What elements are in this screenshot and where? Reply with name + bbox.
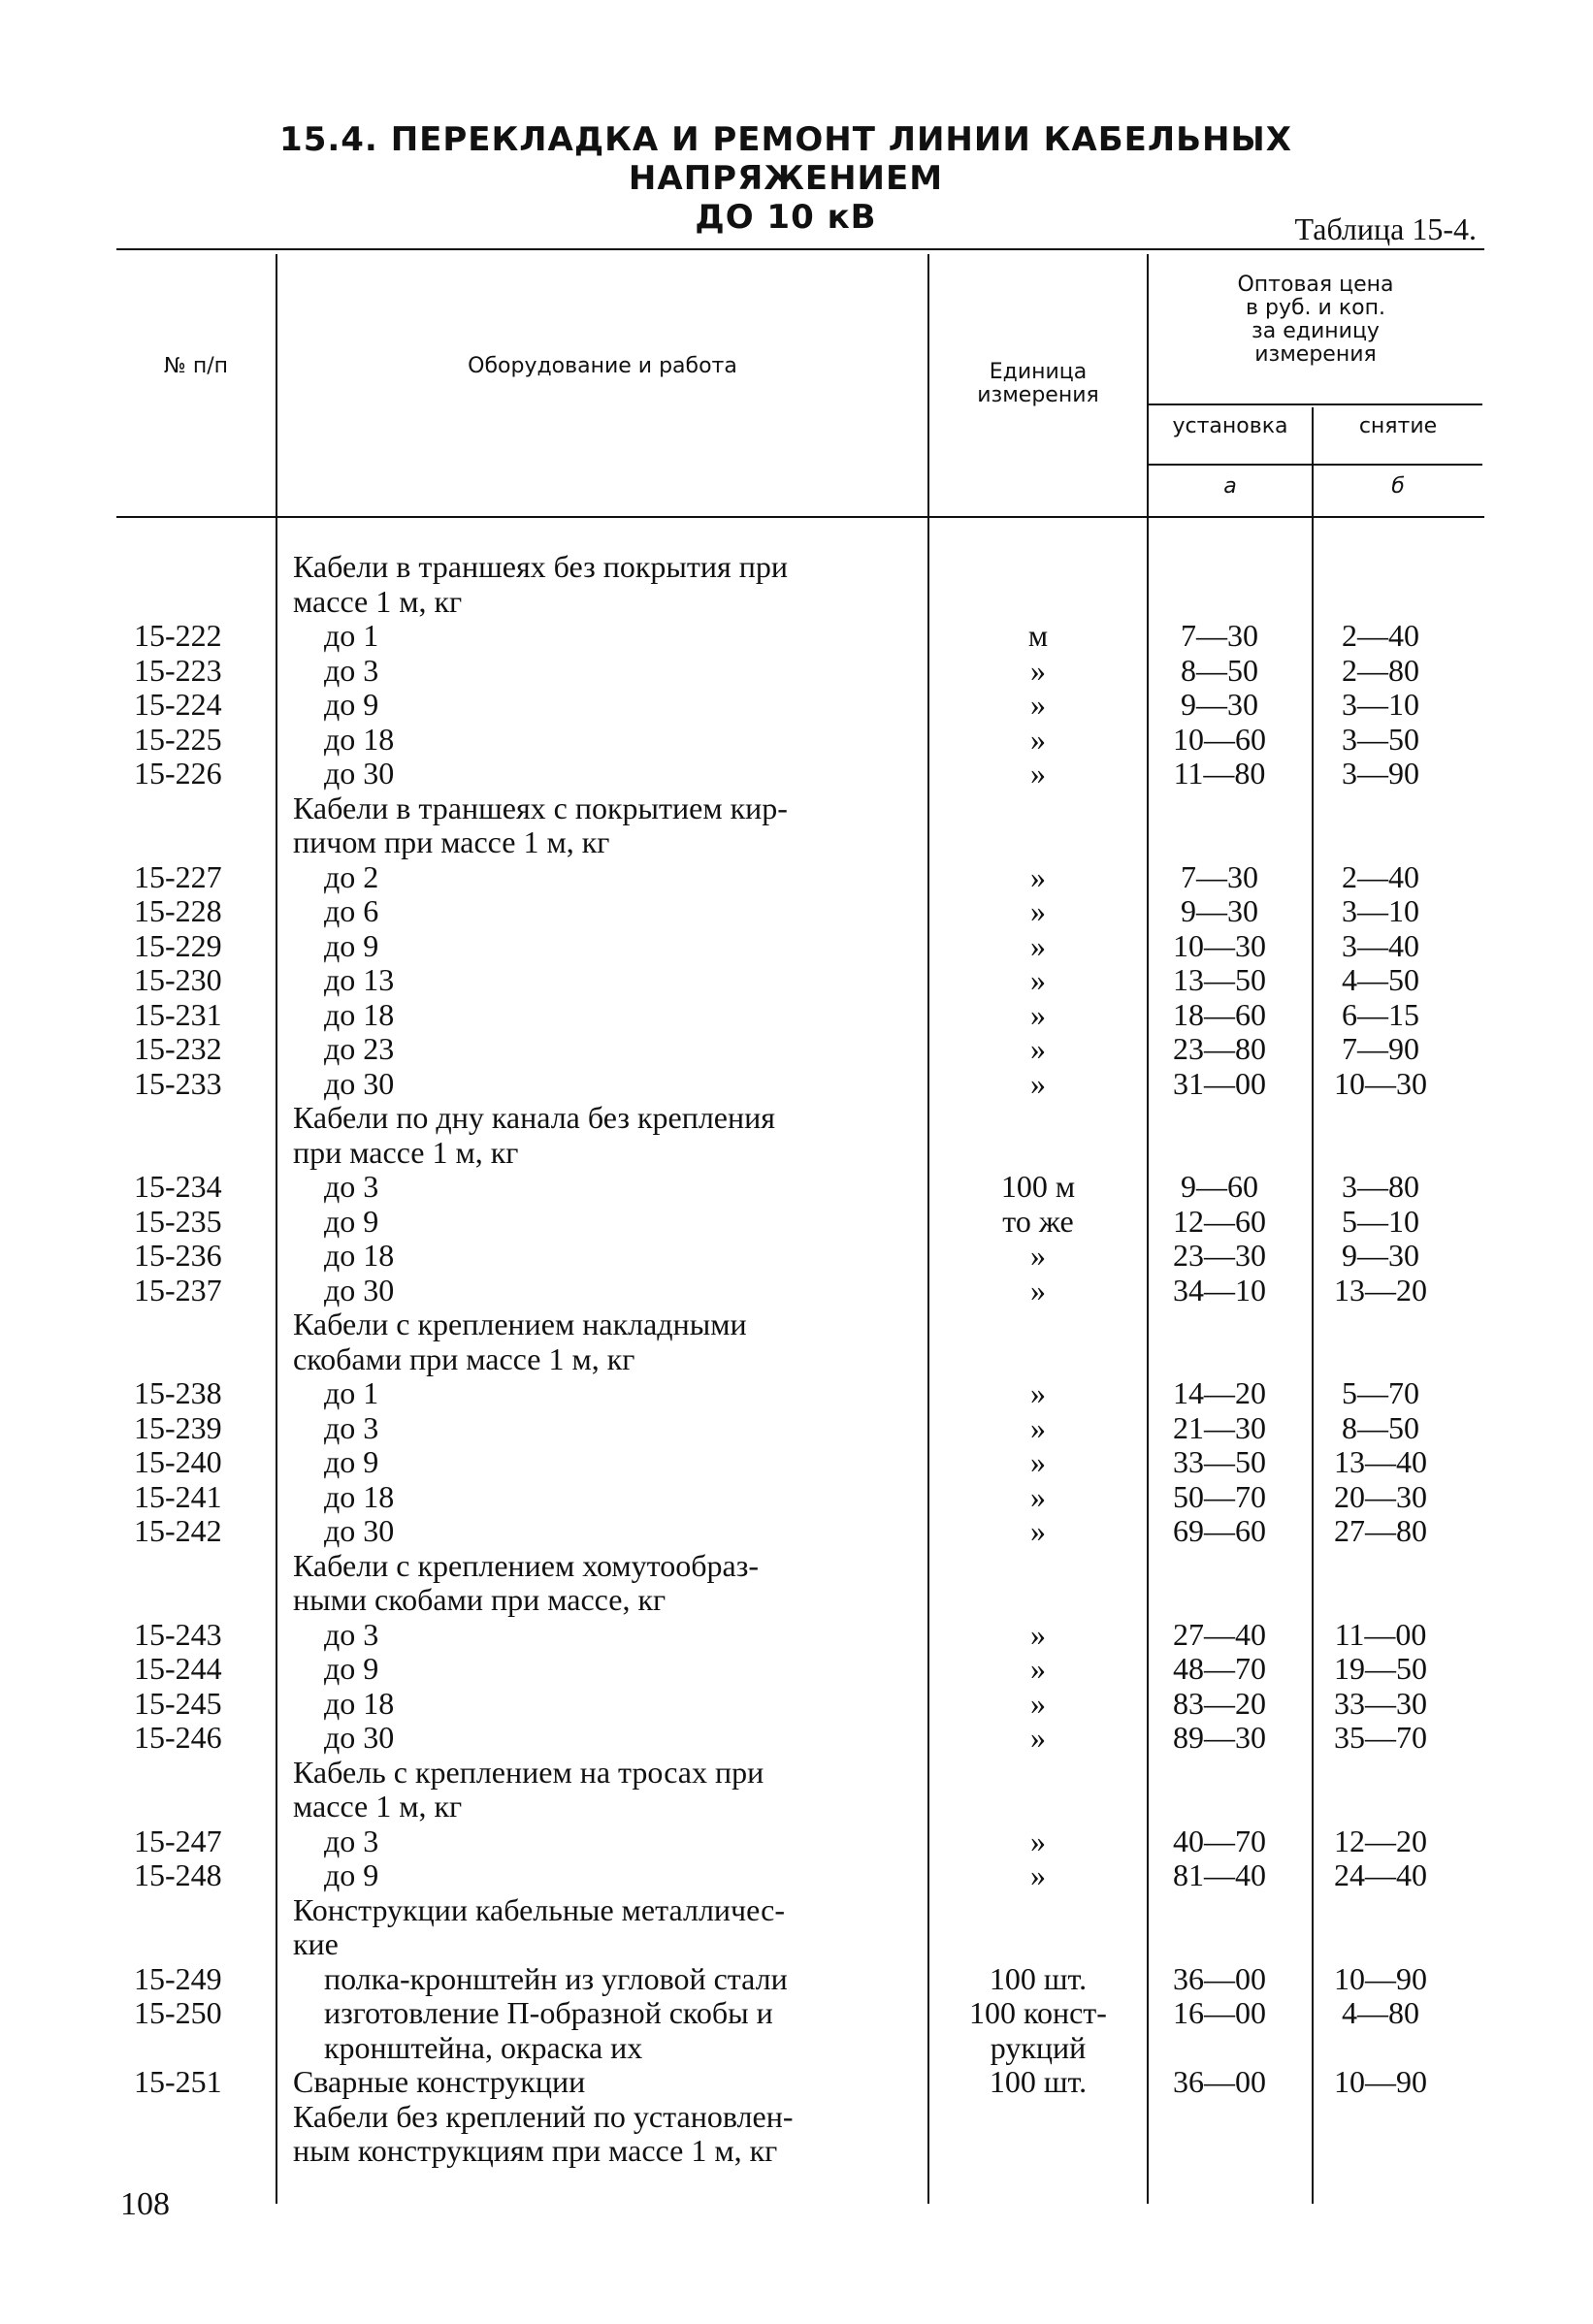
price-header-rule	[1149, 403, 1482, 405]
row-price-install: 18—60	[1173, 996, 1266, 1032]
row-number: 15-234	[134, 1169, 222, 1204]
row-description: до 30	[324, 1272, 395, 1307]
table-row	[0, 1995, 1593, 2030]
row-description: до 18	[324, 1685, 395, 1721]
row-price-removal: 5—70	[1342, 1375, 1419, 1410]
row-number: 15-251	[134, 2064, 222, 2099]
row-price-install: 36—00	[1173, 1960, 1266, 1996]
row-unit: 100 м	[1000, 1169, 1076, 1204]
row-description: до 1	[324, 618, 379, 653]
header-equipment: Оборудование и работа	[468, 354, 737, 378]
row-price-removal: 3—10	[1342, 687, 1419, 722]
table-group-row	[0, 584, 1593, 619]
table-group-row	[0, 2064, 1593, 2099]
page-title-line-1: 15.4. ПЕРЕКЛАДКА И РЕМОНТ ЛИНИИ КАБЕЛЬНЫХ НАПРЯЖЕНИЕМ	[279, 120, 1292, 198]
table-row	[0, 928, 1593, 963]
row-description: Кабели по дну канала без крепления	[293, 1100, 775, 1135]
row-number: 15-241	[134, 1478, 222, 1514]
header-price-line-4: измерения	[1254, 342, 1377, 367]
row-unit: »	[1030, 1065, 1046, 1101]
header-unit-line-1: Единица	[989, 360, 1088, 384]
table-group-row	[0, 791, 1593, 825]
table-row	[0, 1651, 1593, 1686]
row-unit: »	[1030, 1720, 1046, 1755]
table-row	[0, 687, 1593, 722]
row-description: Кабели в траншеях без покрытия при	[293, 549, 788, 584]
row-unit: »	[1030, 1616, 1046, 1652]
table-row	[0, 653, 1593, 688]
table-row	[0, 618, 1593, 653]
row-description: до 23	[324, 1031, 395, 1066]
row-description: до 1	[324, 1375, 379, 1410]
table-row	[0, 722, 1593, 757]
row-description: до 2	[324, 858, 379, 894]
row-unit: рукций	[990, 2029, 1087, 2065]
row-description: до 3	[324, 1409, 379, 1445]
table-group-row	[0, 1100, 1593, 1135]
row-description: Конструкции кабельные металличес-	[293, 1891, 785, 1927]
table-caption: Таблица 15-4.	[1294, 211, 1477, 246]
row-number: 15-228	[134, 893, 222, 928]
row-price-removal: 4—80	[1342, 1995, 1419, 2030]
table-row	[0, 1375, 1593, 1410]
row-price-removal: 3—80	[1342, 1169, 1419, 1204]
row-unit: »	[1030, 756, 1046, 791]
row-price-removal: 10—30	[1334, 1065, 1427, 1101]
table-row	[0, 1204, 1593, 1239]
table-top-rule	[116, 248, 1484, 250]
row-price-install: 34—10	[1173, 1272, 1266, 1307]
row-unit: »	[1030, 1031, 1046, 1066]
row-number: 15-238	[134, 1375, 222, 1410]
page-title	[116, 120, 1455, 237]
row-price-install: 7—30	[1181, 858, 1258, 894]
row-number: 15-247	[134, 1823, 222, 1858]
row-unit: 100 шт.	[989, 1960, 1088, 1996]
row-description: до 18	[324, 996, 395, 1032]
row-unit: »	[1030, 1651, 1046, 1686]
row-price-removal: 10—90	[1334, 2064, 1427, 2099]
row-number: 15-222	[134, 618, 222, 653]
row-unit: »	[1030, 1513, 1046, 1548]
table-row	[0, 1617, 1593, 1652]
row-price-removal: 13—40	[1334, 1444, 1427, 1479]
row-number: 15-237	[134, 1272, 222, 1307]
row-number: 15-235	[134, 1203, 222, 1239]
header-price-line-1: Оптовая цена	[1237, 273, 1394, 297]
header-unit	[929, 361, 1147, 407]
row-price-install: 69—60	[1173, 1513, 1266, 1548]
row-price-install: 27—40	[1173, 1616, 1266, 1652]
row-description: до 30	[324, 1065, 395, 1101]
row-unit: »	[1030, 893, 1046, 928]
row-unit: »	[1030, 1375, 1046, 1410]
row-description: до 3	[324, 1823, 379, 1858]
row-description: до 6	[324, 893, 379, 928]
header-install: установка	[1172, 414, 1288, 438]
row-number: 15-236	[134, 1238, 222, 1273]
row-price-removal: 3—10	[1342, 893, 1419, 928]
row-unit: 100 шт.	[989, 2064, 1088, 2099]
row-number: 15-249	[134, 1960, 222, 1996]
row-description: изготовление П-образной скобы и	[324, 1995, 773, 2030]
row-price-removal: 10—90	[1334, 1960, 1427, 1996]
row-description: до 18	[324, 1238, 395, 1273]
row-price-install: 33—50	[1173, 1444, 1266, 1479]
row-description: массе 1 м, кг	[293, 1789, 463, 1824]
table-group-row	[0, 1789, 1593, 1824]
row-price-removal: 24—40	[1334, 1857, 1427, 1892]
table-row	[0, 756, 1593, 791]
subcol-letter-rule	[1149, 464, 1482, 466]
row-unit: »	[1030, 962, 1046, 997]
row-description: Кабели с креплением накладными	[293, 1307, 747, 1341]
row-number: 15-232	[134, 1031, 222, 1066]
row-price-removal: 13—20	[1334, 1272, 1427, 1307]
table-group-row	[0, 824, 1593, 859]
row-price-install: 11—80	[1173, 756, 1266, 791]
header-col-a: а	[1223, 474, 1237, 499]
table-row	[0, 1513, 1593, 1548]
row-price-install: 36—00	[1173, 2064, 1266, 2099]
row-unit: »	[1030, 996, 1046, 1032]
row-description: Кабели без креплений по установлен-	[293, 2098, 794, 2134]
row-number: 15-225	[134, 721, 222, 757]
row-price-removal: 8—50	[1342, 1409, 1419, 1445]
row-description: Сварные конструкции	[293, 2064, 586, 2099]
page-title-line-2: ДО 10 кВ	[695, 198, 877, 237]
row-price-removal: 20—30	[1334, 1478, 1427, 1514]
row-description: ными скобами при массе, кг	[293, 1582, 666, 1617]
row-unit: »	[1030, 1272, 1046, 1307]
row-price-install: 81—40	[1173, 1857, 1266, 1892]
row-price-install: 9—60	[1181, 1169, 1258, 1204]
row-price-removal: 9—30	[1342, 1238, 1419, 1273]
table-row	[0, 2030, 1593, 2065]
table-group-row	[0, 549, 1593, 584]
table-row	[0, 1824, 1593, 1858]
row-price-removal: 27—80	[1334, 1513, 1427, 1548]
row-price-removal: 3—90	[1342, 756, 1419, 791]
row-number: 15-227	[134, 858, 222, 894]
row-number: 15-231	[134, 996, 222, 1032]
row-number: 15-239	[134, 1409, 222, 1445]
row-description: полка-кронштейн из угловой стали	[324, 1960, 788, 1996]
row-price-removal: 35—70	[1334, 1720, 1427, 1755]
table-row	[0, 1479, 1593, 1514]
table-row	[0, 893, 1593, 928]
row-price-install: 8—50	[1181, 652, 1258, 688]
table-group-row	[0, 1582, 1593, 1617]
table-row	[0, 1031, 1593, 1066]
row-price-install: 23—30	[1173, 1238, 1266, 1273]
row-description: до 18	[324, 1478, 395, 1514]
row-description: до 9	[324, 1444, 379, 1479]
row-number: 15-242	[134, 1513, 222, 1548]
table-row	[0, 1857, 1593, 1892]
table-group-row	[0, 1307, 1593, 1341]
row-price-install: 83—20	[1173, 1685, 1266, 1721]
row-description: до 9	[324, 927, 379, 963]
row-price-removal: 19—50	[1334, 1651, 1427, 1686]
row-price-install: 48—70	[1173, 1651, 1266, 1686]
row-description: до 9	[324, 687, 379, 722]
row-price-removal: 33—30	[1334, 1685, 1427, 1721]
row-price-removal: 5—10	[1342, 1203, 1419, 1239]
table-group-row	[0, 1341, 1593, 1376]
header-price	[1149, 274, 1482, 367]
row-number: 15-230	[134, 962, 222, 997]
header-bottom-rule	[116, 516, 1484, 518]
row-unit: »	[1030, 721, 1046, 757]
row-description: пичом при массе 1 м, кг	[293, 824, 610, 859]
row-price-install: 16—00	[1173, 1995, 1266, 2030]
table-row	[0, 997, 1593, 1032]
row-number: 15-233	[134, 1065, 222, 1101]
row-price-install: 12—60	[1173, 1203, 1266, 1239]
row-price-removal: 2—40	[1342, 618, 1419, 653]
row-price-install: 9—30	[1181, 893, 1258, 928]
row-description: Кабель с креплением на тросах при	[293, 1754, 764, 1790]
header-col-b: б	[1391, 474, 1405, 499]
row-number: 15-240	[134, 1444, 222, 1479]
row-number: 15-248	[134, 1857, 222, 1892]
row-price-removal: 3—40	[1342, 927, 1419, 963]
row-description: до 13	[324, 962, 395, 997]
page-number: 108	[120, 2186, 170, 2222]
header-unit-line-2: измерения	[977, 383, 1099, 407]
row-description: кие	[293, 1926, 339, 1961]
table-row	[0, 1686, 1593, 1721]
table-row	[0, 1238, 1593, 1273]
table-row	[0, 1273, 1593, 1307]
row-number: 15-244	[134, 1651, 222, 1686]
row-price-removal: 2—80	[1342, 652, 1419, 688]
row-number: 15-224	[134, 687, 222, 722]
row-price-removal: 4—50	[1342, 962, 1419, 997]
row-description: до 30	[324, 756, 395, 791]
row-unit: »	[1030, 1823, 1046, 1858]
row-description: кронштейна, окраска их	[324, 2029, 643, 2065]
row-description: до 9	[324, 1203, 379, 1239]
header-removal: снятие	[1358, 414, 1438, 438]
table-group-row	[0, 1135, 1593, 1170]
row-unit: »	[1030, 858, 1046, 894]
row-description: до 30	[324, 1513, 395, 1548]
row-unit: »	[1030, 1409, 1046, 1445]
header-price-line-3: за единицу	[1252, 319, 1380, 343]
table-row	[0, 1961, 1593, 1996]
row-description: скобами при массе 1 м, кг	[293, 1340, 635, 1376]
row-description: до 3	[324, 1616, 379, 1652]
row-unit: »	[1030, 1685, 1046, 1721]
row-price-install: 40—70	[1173, 1823, 1266, 1858]
row-unit: то же	[1002, 1203, 1074, 1239]
row-price-install: 21—30	[1173, 1409, 1266, 1445]
table-row	[0, 1444, 1593, 1479]
row-price-install: 7—30	[1181, 618, 1258, 653]
row-description: до 18	[324, 721, 395, 757]
row-number: 15-246	[134, 1720, 222, 1755]
table-row	[0, 1410, 1593, 1445]
row-description: до 9	[324, 1857, 379, 1892]
row-price-removal: 6—15	[1342, 996, 1419, 1032]
row-unit: »	[1030, 1444, 1046, 1479]
row-price-install: 89—30	[1173, 1720, 1266, 1755]
row-number: 15-226	[134, 756, 222, 791]
row-unit: »	[1030, 927, 1046, 963]
row-price-install: 9—30	[1181, 687, 1258, 722]
row-number: 15-245	[134, 1685, 222, 1721]
table-group-row	[0, 1892, 1593, 1927]
header-number: № п/п	[163, 354, 229, 378]
table-group-row	[0, 1755, 1593, 1790]
row-price-install: 14—20	[1173, 1375, 1266, 1410]
row-number: 15-229	[134, 927, 222, 963]
table-group-row	[0, 1926, 1593, 1961]
row-description: при массе 1 м, кг	[293, 1134, 519, 1170]
row-unit: »	[1030, 1478, 1046, 1514]
row-description: Кабели с креплением хомутообраз-	[293, 1547, 759, 1583]
table-group-row	[0, 2099, 1593, 2134]
table-row	[0, 1720, 1593, 1755]
row-price-removal: 7—90	[1342, 1031, 1419, 1066]
row-description: массе 1 м, кг	[293, 583, 463, 619]
row-price-removal: 3—50	[1342, 721, 1419, 757]
row-price-removal: 12—20	[1334, 1823, 1427, 1858]
row-number: 15-243	[134, 1616, 222, 1652]
row-unit: м	[1027, 618, 1049, 653]
row-description: до 3	[324, 652, 379, 688]
row-unit: »	[1030, 652, 1046, 688]
row-description: Кабели в траншеях с покрытием кир-	[293, 790, 788, 825]
row-number: 15-223	[134, 652, 222, 688]
row-description: до 30	[324, 1720, 395, 1755]
row-price-install: 50—70	[1173, 1478, 1266, 1514]
table-group-row	[0, 1548, 1593, 1583]
row-unit: 100 конст-	[969, 1995, 1107, 2030]
table-row	[0, 859, 1593, 894]
row-description: ным конструкциям при массе 1 м, кг	[293, 2133, 778, 2168]
row-unit: »	[1030, 1857, 1046, 1892]
table-group-row	[0, 2133, 1593, 2168]
table-row	[0, 962, 1593, 997]
row-price-install: 13—50	[1173, 962, 1266, 997]
row-unit: »	[1030, 687, 1046, 722]
row-description: до 3	[324, 1169, 379, 1204]
row-number: 15-250	[134, 1995, 222, 2030]
row-price-install: 23—80	[1173, 1031, 1266, 1066]
table-row	[0, 1169, 1593, 1204]
row-price-removal: 2—40	[1342, 858, 1419, 894]
row-price-removal: 11—00	[1334, 1616, 1427, 1652]
row-price-install: 10—30	[1173, 927, 1266, 963]
table-row	[0, 1066, 1593, 1101]
row-price-install: 31—00	[1173, 1065, 1266, 1101]
header-price-line-2: в руб. и коп.	[1246, 296, 1385, 320]
row-description: до 9	[324, 1651, 379, 1686]
row-unit: »	[1030, 1238, 1046, 1273]
row-price-install: 10—60	[1173, 721, 1266, 757]
